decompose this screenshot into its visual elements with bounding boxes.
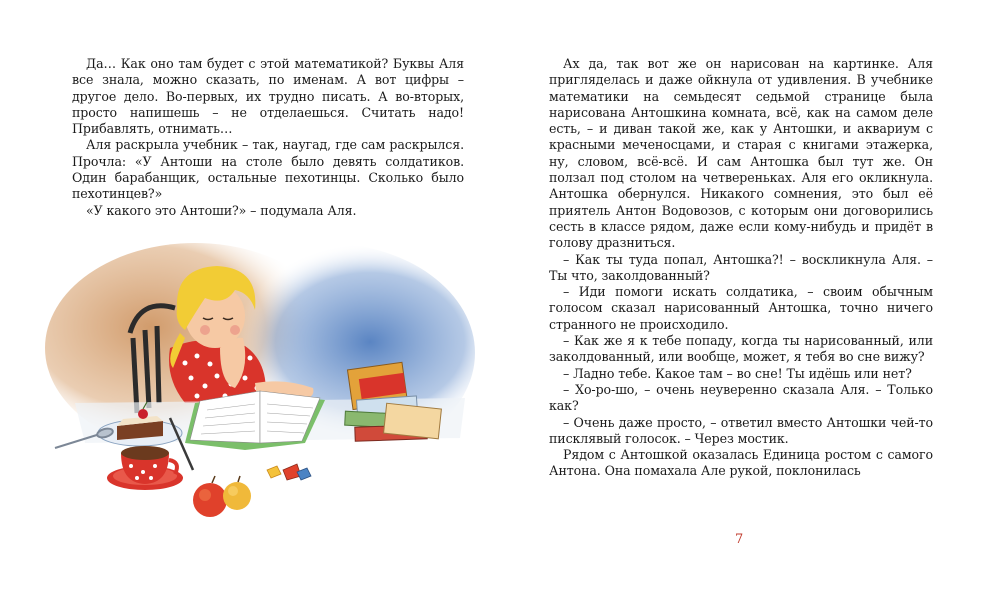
tea-cup (107, 446, 183, 490)
right-paragraph-8: Рядом с Антошкой оказалась Единица ростом с самого Антона. Она помахала Але рукой, поклонилась (549, 447, 933, 479)
open-notebook (185, 391, 325, 450)
page-number: 7 (735, 532, 744, 547)
candies (267, 464, 311, 480)
right-paragraph-6: – Хо-ро-шо, – очень неуверенно сказала Аля. – Только как? (549, 381, 933, 414)
illustration-girl-at-desk (45, 238, 485, 528)
right-page-text (549, 56, 933, 480)
right-paragraph-7: – Очень даже просто, – ответил вместо Антошки чей-то писклявый голосок. – Через мостик. (549, 414, 933, 446)
left-paragraph-3: «У какого это Антоши?» – подумала Аля. (86, 202, 357, 218)
right-paragraph-3: – Иди помоги искать солдатика, – своим обычным голосом сказал нарисованный Антошка, точно ничего странного не происходило. (549, 284, 933, 332)
apples (193, 476, 251, 517)
left-paragraph-1: Да… Как оно там будет с этой математикой? Буквы Аля все знала, можно сказать, по именам. А вот цифры – другое дело. Во-первых, их трудно писать. А во-вторых, просто напишешь – не отделаешься. Считать надо! Прибавлять, отнимать… (72, 56, 464, 137)
right-paragraph-1: Ах да, так вот же он нарисован на картинке. Аля пригляделась и даже ойкнула от удивления. В учебнике математики на семьдесят седьмой странице была нарисована Антошкина комната, всё, как на самом деле есть, – и диван такой же, как у Антошки, и аквариум с красными меченосцами, и старая с книгами этажерка, ну, словом, всё-всё. И сам Антошка был тут же. Он ползал под столом на четвереньках. Аля его окликнула. Антошка обернулся. Никакого сомнения, это был её приятель Антон Водовозов, с которым они договорились сесть в классе рядом, даже если кому-нибудь и придёт в голову дразниться. (549, 56, 933, 251)
left-paragraph-2: Аля раскрыла учебник – так, наугад, где сам раскрылся. Прочла: «У Антоши на столе было девять солдатиков. Один барабанщик, остальные пехотинцы. Сколько было пехотинцев?» (72, 137, 464, 202)
right-paragraph-2: – Как ты туда попал, Антошка?! – воскликнула Аля. – Ты что, заколдованный? (549, 251, 933, 283)
right-paragraph-5: – Ладно тебе. Какое там – во сне! Ты идёшь или нет? (563, 365, 912, 381)
left-page-text (72, 56, 464, 219)
right-paragraph-4: – Как же я к тебе попаду, когда ты нарисованный, или заколдованный, или вообще, может, я тебя во сне вижу? (549, 333, 933, 365)
